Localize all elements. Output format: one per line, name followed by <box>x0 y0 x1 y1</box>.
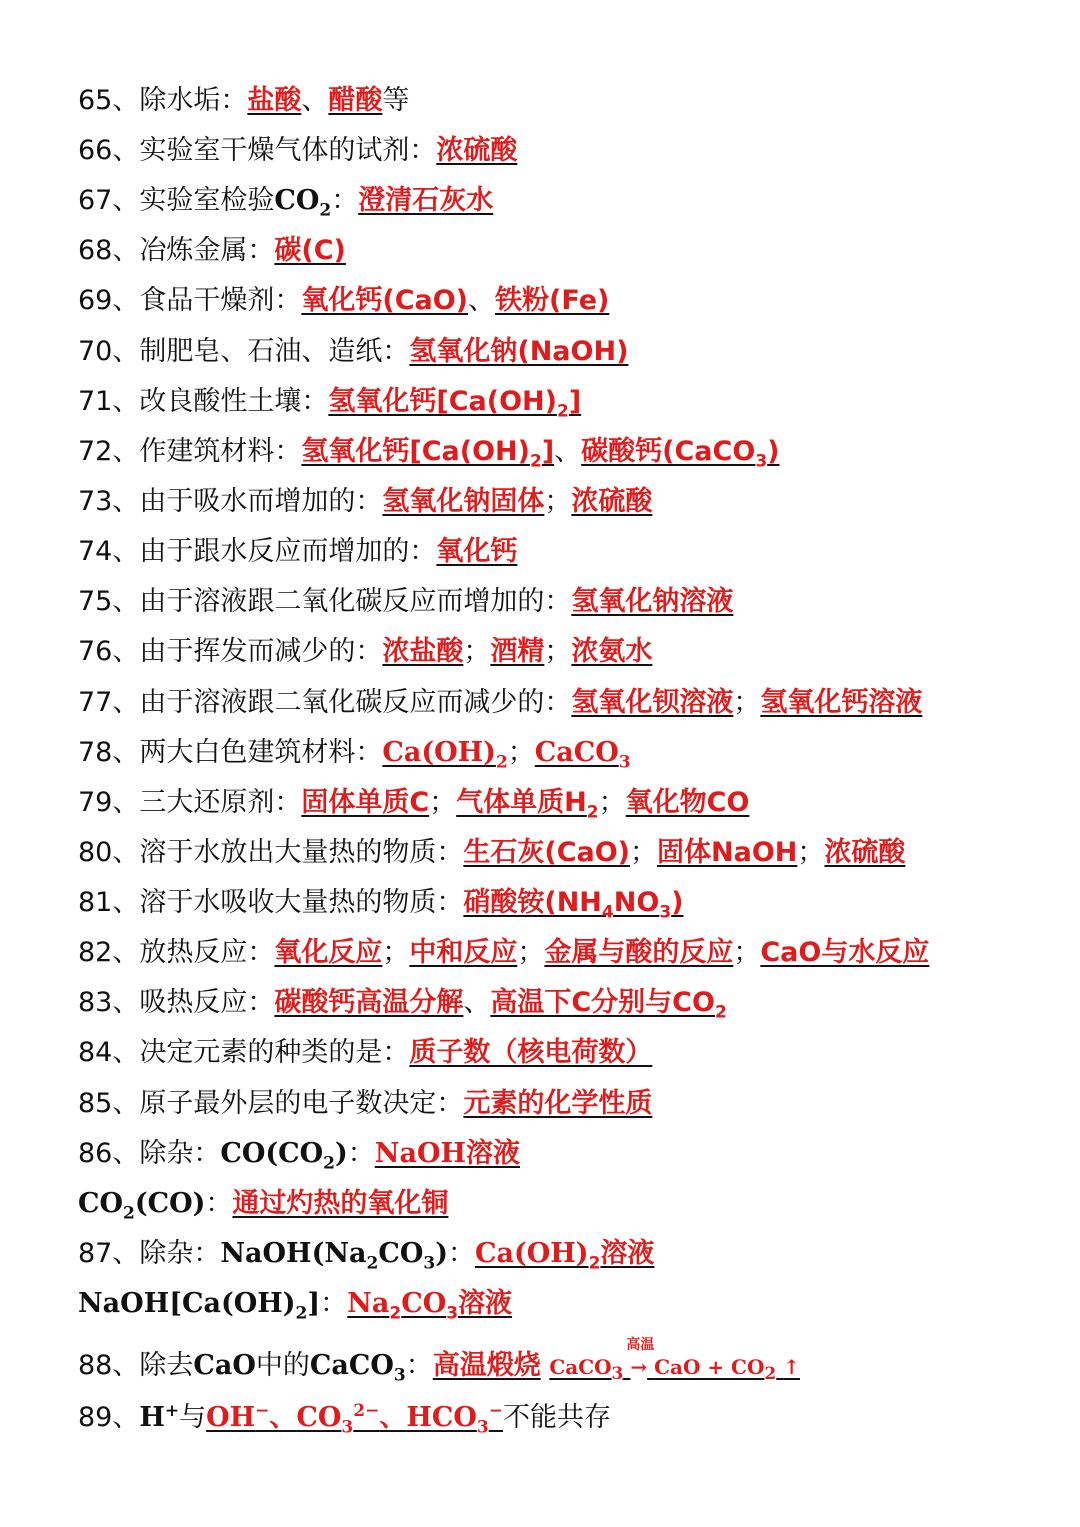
arrow-icon: → <box>630 1355 648 1379</box>
tail-text: 等 <box>382 85 410 116</box>
question: 84、决定元素的种类的是： <box>78 1037 410 1068</box>
answer: 质子数（核电荷数） <box>409 1037 653 1068</box>
subscript: 2 <box>295 1303 308 1324</box>
formula-end: (CO) <box>134 1188 206 1219</box>
question: 75、由于溶液跟二氧化碳反应而增加的： <box>78 586 572 617</box>
answer: 盐酸 <box>247 85 302 116</box>
subscript: 3 <box>755 451 768 472</box>
question: 73、由于吸水而增加的： <box>78 486 383 517</box>
equation <box>549 1337 800 1384</box>
item-79 <box>78 783 1050 823</box>
answer: 氧化物CO <box>625 787 750 818</box>
reaction-condition: 高温 <box>626 1337 655 1353</box>
semicolon: ； <box>507 737 535 768</box>
answer-text: 氢氧化钙[Ca(OH) <box>328 386 557 417</box>
question: 71、改良酸性土壤： <box>78 386 329 417</box>
answer-formula: OH <box>206 1402 256 1433</box>
answer-text: Ca(OH) <box>382 737 496 768</box>
subscript: 2 <box>123 1203 135 1224</box>
answer <box>490 987 727 1023</box>
formula <box>220 1238 448 1274</box>
subscript: 2 <box>586 802 599 823</box>
answer: 固体单质C <box>301 787 430 818</box>
answer: 金属与酸的反应 <box>544 937 734 968</box>
connector-text: 中的 <box>255 1350 310 1381</box>
item-65 <box>78 81 1050 121</box>
formula-end: ) <box>435 1238 448 1269</box>
answer: 浓硫酸 <box>436 135 518 166</box>
item-76 <box>78 632 1050 672</box>
subscript: 3 <box>618 752 631 773</box>
answer: 碳(C) <box>274 235 346 266</box>
superscript: − <box>255 1401 270 1421</box>
answer: 浓硫酸 <box>571 486 653 517</box>
formula-text: CO(CO <box>220 1138 324 1169</box>
colon: ： <box>405 1350 433 1381</box>
separator: 、 <box>269 1402 297 1433</box>
answer <box>475 1238 655 1274</box>
semicolon: ； <box>382 937 410 968</box>
question: 79、三大还原剂： <box>78 787 302 818</box>
item-78 <box>78 733 1050 773</box>
subscript: 3 <box>446 1303 459 1324</box>
formula <box>78 1288 321 1324</box>
answer-text: 溶液 <box>458 1288 513 1319</box>
subscript: 2 <box>556 401 569 422</box>
formula-text: CO <box>274 185 320 216</box>
question: 85、原子最外层的电子数决定： <box>78 1088 464 1119</box>
answer <box>581 436 780 472</box>
formula <box>309 1350 406 1386</box>
question: 65、除水垢： <box>78 85 248 116</box>
semicolon: ； <box>463 636 491 667</box>
subscript: 2 <box>588 1253 601 1274</box>
colon: ： <box>320 1288 348 1319</box>
answer: 浓硫酸 <box>824 837 906 868</box>
item-66 <box>78 131 1050 171</box>
answer: 碳酸钙高温分解 <box>274 987 464 1018</box>
formula-text: CO <box>78 1188 124 1219</box>
subscript: 2 <box>319 200 332 221</box>
item-86 <box>78 1134 1050 1174</box>
question: 80、溶于水放出大量热的物质： <box>78 837 464 868</box>
semicolon: ； <box>544 486 572 517</box>
formula-end: ) <box>335 1138 348 1169</box>
item-77 <box>78 683 1050 723</box>
equation-reactant: CaCO <box>549 1355 612 1379</box>
subscript: 2 <box>495 752 508 773</box>
answer: 醋酸 <box>328 85 383 116</box>
colon: ： <box>448 1238 475 1269</box>
formula <box>139 1402 179 1433</box>
equation-product: CaO + CO <box>654 1355 765 1379</box>
answer <box>347 1288 513 1324</box>
tail-text: 不能共存 <box>502 1402 611 1433</box>
question: 69、食品干燥剂： <box>78 285 302 316</box>
question: 68、冶炼金属： <box>78 235 275 266</box>
item-87b <box>78 1284 1050 1324</box>
question: 82、放热反应： <box>78 937 275 968</box>
answer <box>375 1138 520 1169</box>
question: 89、 <box>78 1402 140 1433</box>
answer-text: 氢氧化钙[Ca(OH) <box>301 436 530 467</box>
item-68 <box>78 231 1050 271</box>
separator: 、 <box>379 1402 407 1433</box>
question: 81、溶于水吸收大量热的物质： <box>78 887 464 918</box>
question: 74、由于跟水反应而增加的： <box>78 536 437 567</box>
formula: CaO <box>193 1350 256 1381</box>
separator: 、 <box>301 85 329 116</box>
question: 72、作建筑材料： <box>78 436 302 467</box>
colon: ： <box>205 1188 233 1219</box>
formula-text: NaOH(Na <box>220 1238 367 1269</box>
subscript: 2 <box>323 1153 335 1174</box>
answer <box>406 1401 503 1438</box>
formula <box>78 1188 206 1224</box>
semicolon: ； <box>544 636 572 667</box>
answer-text: 气体单质H <box>456 787 587 818</box>
question: 83、吸热反应： <box>78 987 275 1018</box>
superscript: + <box>164 1401 180 1421</box>
answer: 氢氧化钡溶液 <box>571 687 734 718</box>
reaction-arrow <box>626 1337 655 1387</box>
subscript: 3 <box>423 1253 436 1274</box>
answer <box>463 887 684 923</box>
item-84 <box>78 1033 1050 1073</box>
item-71 <box>78 382 1050 422</box>
answer-end: ] <box>568 386 582 417</box>
answer-text: 溶液 <box>600 1238 655 1269</box>
item-88 <box>78 1337 1050 1387</box>
semicolon: ； <box>733 687 761 718</box>
item-69 <box>78 281 1050 321</box>
item-86b <box>78 1184 1050 1224</box>
question: 70、制肥皂、石油、造纸： <box>78 336 410 367</box>
subscript: 2 <box>389 1303 402 1324</box>
item-74 <box>78 532 1050 572</box>
formula <box>274 185 332 221</box>
item-81 <box>78 883 1050 923</box>
answer: 通过灼热的氧化铜 <box>232 1188 449 1219</box>
answer-text: 溶液 <box>466 1138 520 1169</box>
answer-formula: CO <box>296 1402 342 1433</box>
subscript: 4 <box>601 902 614 923</box>
answer-formula: Na <box>347 1288 390 1319</box>
answer: 中和反应 <box>409 937 518 968</box>
answer: 澄清石灰水 <box>358 185 494 216</box>
answer: 氢氧化钠溶液 <box>571 586 734 617</box>
question: 76、由于挥发而减少的： <box>78 636 383 667</box>
separator: 、 <box>463 987 491 1018</box>
semicolon: ； <box>733 937 761 968</box>
answer-text: CaCO <box>534 737 619 768</box>
separator: 、 <box>468 285 496 316</box>
item-85 <box>78 1084 1050 1124</box>
formula <box>220 1138 348 1174</box>
answer-end: ] <box>541 436 555 467</box>
subscript: 3 <box>611 1364 624 1384</box>
subscript: 2 <box>529 451 542 472</box>
answer-formula: HCO <box>406 1402 477 1433</box>
formula-text: NaOH[Ca(OH) <box>78 1288 296 1319</box>
answer: 氧化钙(CaO) <box>301 285 469 316</box>
colon: ： <box>331 185 359 216</box>
question: 88、除去 <box>78 1350 194 1381</box>
answer-end: ) <box>671 887 684 918</box>
item-87 <box>78 1234 1050 1274</box>
answer <box>456 787 599 823</box>
answer <box>534 737 631 773</box>
answer-text: NO <box>613 887 660 918</box>
item-83 <box>78 983 1050 1023</box>
item-80 <box>78 833 1050 873</box>
answer-formula: Ca(OH) <box>475 1238 589 1269</box>
answer: 氧化反应 <box>274 937 383 968</box>
colon: ： <box>347 1138 375 1169</box>
answer-text: 高温下C分别与CO <box>490 987 715 1018</box>
item-75 <box>78 582 1050 622</box>
answer: 高温煅烧 <box>432 1350 541 1381</box>
semicolon: ； <box>630 837 658 868</box>
separator: 、 <box>554 436 582 467</box>
item-72 <box>78 432 1050 472</box>
item-67 <box>78 181 1050 221</box>
semicolon: ； <box>598 787 626 818</box>
answer: 固体NaOH <box>657 837 798 868</box>
item-70 <box>78 332 1050 372</box>
subscript: 2 <box>366 1253 379 1274</box>
answer: 浓氨水 <box>571 636 653 667</box>
answer-text: 碳酸钙(CaCO <box>581 436 756 467</box>
answer: 氢氧化钠(NaOH) <box>409 336 629 367</box>
answer-formula: NaOH <box>374 1138 466 1169</box>
answer-end: ) <box>767 436 780 467</box>
question: 77、由于溶液跟二氧化碳反应而减少的： <box>78 687 572 718</box>
answer: 生石灰(CaO) <box>463 837 631 868</box>
item-73 <box>78 482 1050 522</box>
answer <box>328 386 582 422</box>
semicolon: ； <box>517 937 545 968</box>
question: 67、实验室检验 <box>78 185 275 216</box>
item-89 <box>78 1398 1050 1438</box>
answer: 氧化钙 <box>436 536 518 567</box>
subscript: 3 <box>393 1365 406 1386</box>
answer: 氢氧化钠固体 <box>382 486 545 517</box>
superscript: 2− <box>353 1401 380 1421</box>
formula-text: H <box>139 1402 165 1433</box>
answer: 元素的化学性质 <box>463 1088 653 1119</box>
question: 87、除杂： <box>78 1238 221 1269</box>
answer <box>382 737 508 773</box>
answer <box>296 1401 380 1438</box>
answer-formula: CO <box>401 1288 447 1319</box>
answer: 酒精 <box>490 636 545 667</box>
subscript: 3 <box>659 902 672 923</box>
question: 66、实验室干燥气体的试剂： <box>78 135 437 166</box>
answer <box>206 1402 269 1433</box>
formula-text: CO <box>378 1238 424 1269</box>
answer <box>301 436 555 472</box>
answer: CaO与水反应 <box>760 937 930 968</box>
subscript: 2 <box>764 1364 777 1384</box>
gas-arrow-icon: ↑ <box>783 1355 800 1379</box>
answer: 氢氧化钙溶液 <box>760 687 923 718</box>
subscript: 3 <box>341 1417 354 1438</box>
question: 78、两大白色建筑材料： <box>78 737 383 768</box>
connector-text: 与 <box>179 1402 207 1433</box>
answer-text: 硝酸铵(NH <box>463 887 602 918</box>
formula-end: ] <box>307 1288 321 1319</box>
formula-text: CaCO <box>309 1350 394 1381</box>
superscript: − <box>488 1401 503 1421</box>
semicolon: ； <box>797 837 825 868</box>
semicolon: ； <box>429 787 457 818</box>
subscript: 3 <box>476 1417 489 1438</box>
question: 86、除杂： <box>78 1138 221 1169</box>
item-82 <box>78 933 1050 973</box>
answer: 铁粉(Fe) <box>495 285 610 316</box>
subscript: 2 <box>714 1002 727 1023</box>
answer: 浓盐酸 <box>382 636 464 667</box>
